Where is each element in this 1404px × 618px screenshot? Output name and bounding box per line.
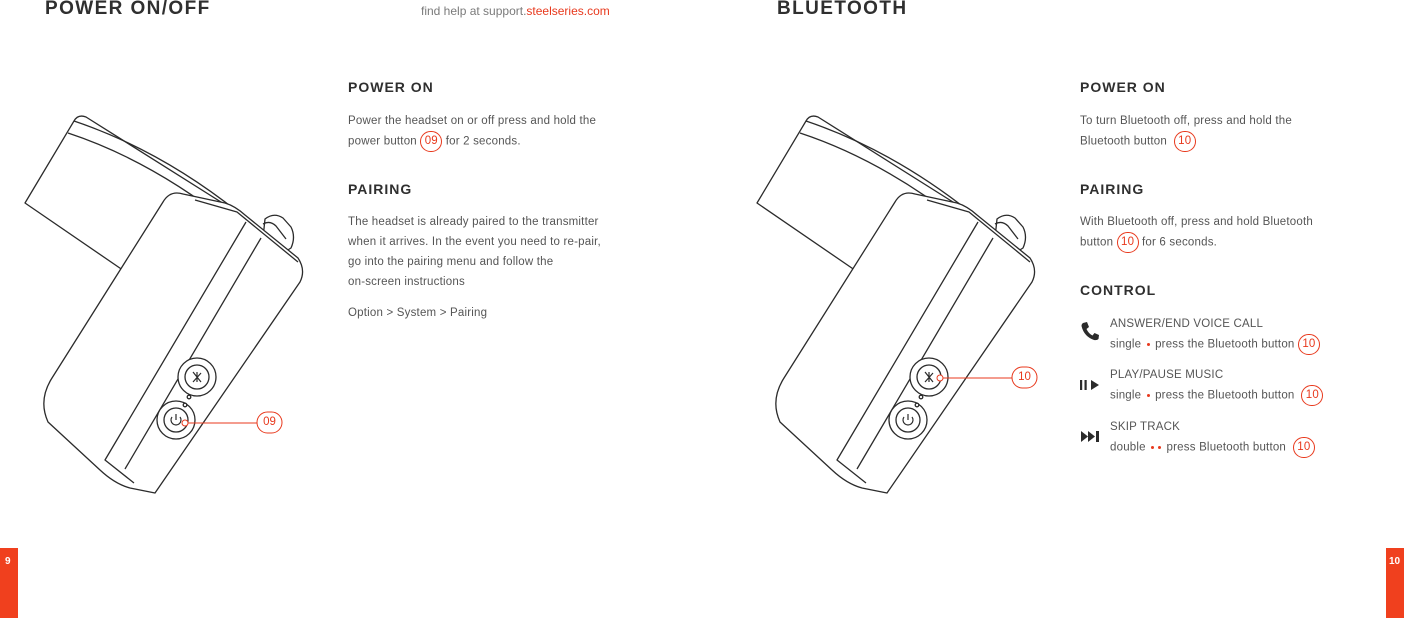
button-badge-10: 10 (1301, 385, 1323, 406)
support-link-brand[interactable]: steelseries.com (526, 4, 610, 18)
press-dot (1147, 394, 1150, 397)
text-line: button (1080, 236, 1114, 249)
page-title-right: BLUETOOTH (777, 0, 908, 19)
heading-power-on-left: POWER ON (348, 79, 434, 95)
heading-control: CONTROL (1080, 282, 1157, 298)
text-line: when it arrives. In the event you need to re-pair, (348, 236, 601, 248)
button-badge-10: 10 (1174, 131, 1196, 152)
text-line: Power the headset on or off press and hold the (348, 115, 597, 127)
press-dot (1158, 446, 1161, 449)
text-line: Bluetooth button (1080, 135, 1167, 148)
page-tab-right (1386, 548, 1404, 618)
heading-pairing-right: PAIRING (1080, 181, 1145, 197)
pairing-text-left (348, 212, 658, 323)
menu-path: Option > System > Pairing (348, 307, 488, 319)
press-type: double (1110, 441, 1146, 454)
callout-label-10: 10 (1018, 371, 1031, 383)
page-tab-left (0, 548, 18, 618)
text-line: go into the pairing menu and follow the (348, 256, 554, 268)
skip-track-icon (1080, 430, 1102, 443)
play-pause-icon (1079, 378, 1101, 392)
control-item-play-pause (1110, 365, 1400, 406)
text-line: power button (348, 135, 417, 148)
heading-pairing-left: PAIRING (348, 181, 413, 197)
button-badge-10: 10 (1298, 334, 1320, 355)
text-line: for 2 seconds. (445, 135, 521, 148)
press-action: press the Bluetooth button (1155, 389, 1295, 402)
button-badge-10: 10 (1293, 437, 1315, 458)
press-dot (1147, 343, 1150, 346)
press-type: single (1110, 389, 1142, 402)
control-title: PLAY/PAUSE MUSIC (1110, 369, 1224, 381)
text-line: To turn Bluetooth off, press and hold the (1080, 115, 1292, 127)
text-line: With Bluetooth off, press and hold Bluetooth (1080, 216, 1313, 228)
heading-power-on-right: POWER ON (1080, 79, 1166, 95)
text-line: on-screen instructions (348, 276, 465, 288)
control-item-skip (1110, 417, 1400, 458)
pairing-text-right (1080, 212, 1380, 253)
text-line: for 6 seconds. (1142, 236, 1218, 249)
page-number-right: 10 (1389, 556, 1401, 567)
button-badge-10: 10 (1117, 232, 1139, 253)
headset-illustration-right (732, 0, 1052, 520)
control-item-call (1110, 314, 1400, 355)
page-title-left: POWER ON/OFF (45, 0, 211, 19)
power-on-text-left (348, 111, 648, 152)
control-title: ANSWER/END VOICE CALL (1110, 318, 1264, 330)
callout-label-09: 09 (263, 416, 276, 428)
text-line: The headset is already paired to the transmitter (348, 216, 599, 228)
support-link-prefix: find help at support. (421, 4, 527, 18)
power-on-text-right (1080, 111, 1380, 152)
press-action: press Bluetooth button (1166, 441, 1287, 454)
button-badge-09: 09 (420, 131, 442, 152)
control-title: SKIP TRACK (1110, 421, 1180, 433)
press-action: press the Bluetooth button (1155, 338, 1295, 351)
press-dot (1151, 446, 1154, 449)
press-type: single (1110, 338, 1142, 351)
page-number-left: 9 (5, 556, 11, 567)
phone-icon (1080, 321, 1100, 341)
